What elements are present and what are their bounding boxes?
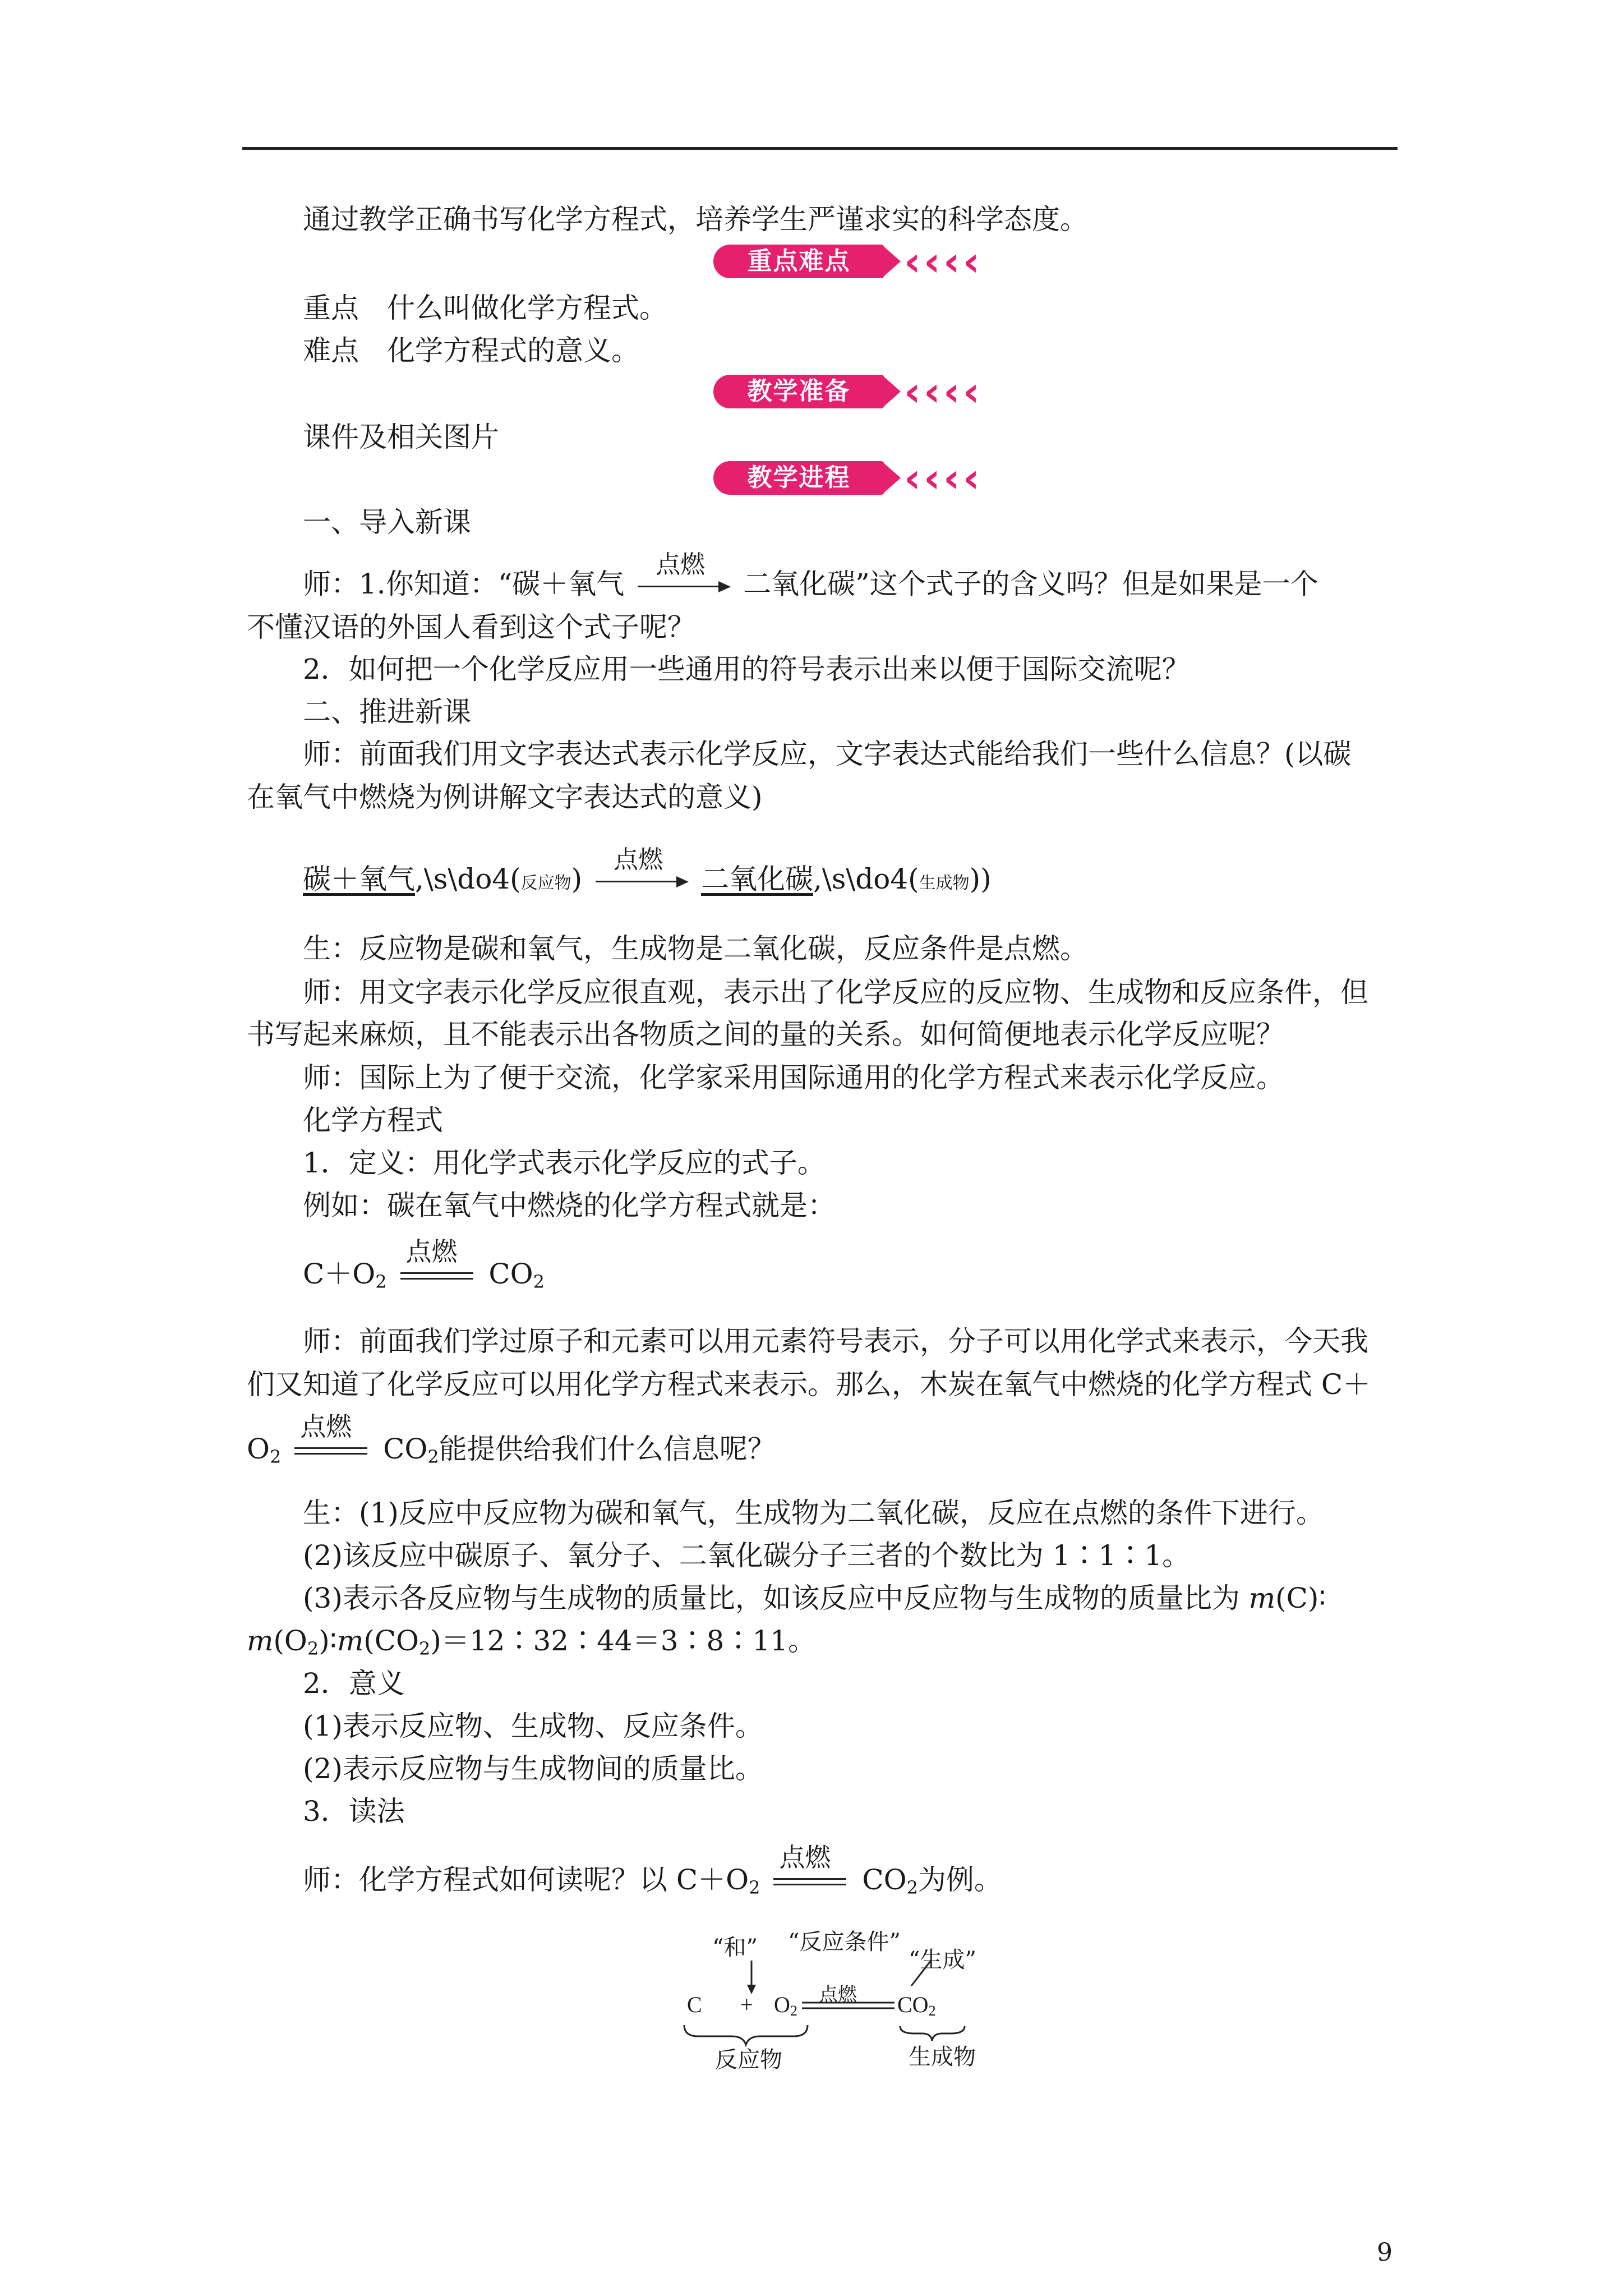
- equals-bar: [294, 1447, 367, 1449]
- text-segment: (C)∶: [1275, 1582, 1326, 1614]
- section-heading: 3．读法: [303, 1795, 405, 1828]
- text-segment: C＋O: [303, 1258, 376, 1290]
- arrow-shaft: [596, 881, 680, 882]
- text-segment: ,\s\do4(: [415, 863, 521, 895]
- products-label: 生成物: [919, 873, 970, 893]
- text-segment: 师：1.你知道：“碳＋氧气: [303, 568, 625, 600]
- chevron-left-icon: ‹: [924, 238, 940, 285]
- text-segment: (O: [273, 1625, 307, 1657]
- paragraph-line: [247, 1623, 816, 1666]
- objective-text: 通过教学正确书写化学方程式，培养学生严谨求实的科学态度。: [303, 203, 1088, 236]
- text-segment: 为例。: [917, 1864, 1002, 1896]
- paragraph-line: 师：前面我们学过原子和元素可以用元素符号表示，分子可以用化学式来表示，今天我: [303, 1325, 1368, 1358]
- condition-label: 点燃: [300, 1411, 352, 1442]
- subscript: 2: [906, 1877, 918, 1898]
- chevron-left-icon: ‹: [943, 454, 960, 501]
- header-rule: [242, 147, 1398, 150]
- chevron-left-icon: ‹: [924, 368, 940, 415]
- label-produce: “生成”: [909, 1947, 976, 1973]
- paragraph-line: 师：国际上为了便于交流，化学家采用国际通用的化学方程式来表示化学反应。: [303, 1061, 1284, 1094]
- key-point-text: 重点 什么叫做化学方程式。: [303, 292, 667, 324]
- equals-sign: [396, 1236, 480, 1291]
- paragraph-line: 例如：碳在氧气中燃烧的化学方程式就是：: [303, 1189, 836, 1222]
- text-segment: ): [571, 863, 583, 895]
- formula-plus: +: [740, 1992, 753, 2017]
- paragraph-line: 生：(1)反应中反应物为碳和氧气，生成物为二氧化碳，反应在点燃的条件下进行。: [303, 1497, 1324, 1529]
- chevron-left-icon: ‹: [904, 454, 921, 501]
- equals-bar: [294, 1453, 367, 1455]
- banner-tip: [882, 375, 901, 408]
- chevron-left-icon: ‹: [924, 454, 940, 501]
- subscript: 2: [419, 1638, 431, 1659]
- subscript: 2: [749, 1877, 760, 1898]
- reactants-label: 反应物: [520, 873, 571, 893]
- chevron-left-icon: ‹: [904, 238, 921, 285]
- text-segment: CO: [862, 1864, 907, 1896]
- arrow-head-icon: [676, 876, 689, 887]
- text-segment: )∶: [319, 1625, 337, 1657]
- banner-preparation-label: 教学准备: [713, 375, 884, 408]
- paragraph-line: 师：前面我们用文字表达式表示化学反应，文字表达式能给我们一些什么信息？(以碳: [303, 738, 1352, 770]
- reading-diagram: [673, 1918, 1021, 2087]
- arrow-shaft: [638, 586, 722, 587]
- reaction-arrow: [633, 550, 734, 601]
- diagram-condition: 点燃: [819, 1984, 857, 2006]
- equals-sign: [769, 1842, 853, 1897]
- paragraph-line: 2．如何把一个化学反应用一些通用的符号表示出来以便于国际交流呢？: [303, 653, 1190, 685]
- preparation-text: 课件及相关图片: [303, 421, 499, 453]
- text-segment: 能提供给我们什么信息呢？: [439, 1433, 776, 1465]
- condition-label: 点燃: [779, 1842, 831, 1872]
- equals-bar: [400, 1278, 473, 1280]
- text-segment: (3)表示各反应物与生成物的质量比，如该反应中反应物与生成物的质量比为: [303, 1582, 1240, 1614]
- reaction-arrow: [591, 845, 692, 896]
- label-products: 生成物: [909, 2044, 976, 2070]
- text-segment: ,\s\do4(: [813, 863, 919, 895]
- paragraph-line: [303, 1581, 1326, 1616]
- chevron-left-icon: ‹: [943, 368, 960, 415]
- subscript: 2: [307, 1638, 319, 1659]
- section-heading: 二、推进新课: [303, 696, 471, 728]
- page-number: 9: [1377, 2238, 1393, 2267]
- text-segment: )): [969, 863, 992, 895]
- banner-process: [713, 454, 983, 501]
- paragraph-line: [303, 1842, 1002, 1905]
- chevron-left-icon: ‹: [904, 368, 921, 415]
- paragraph-line: (1)表示反应物、生成物、反应条件。: [303, 1710, 763, 1742]
- paragraph-line: 们又知道了化学反应可以用化学方程式来表示。那么，木炭在氧气中燃烧的化学方程式 C＋: [247, 1368, 1371, 1401]
- text-segment: O: [247, 1433, 270, 1465]
- equals-sign: [290, 1411, 374, 1466]
- banner-key-points: [713, 238, 983, 285]
- subscript: 2: [375, 1271, 387, 1292]
- formula-o: O: [774, 1992, 790, 2017]
- section-heading: 一、导入新课: [303, 506, 471, 539]
- banner-key-points-label: 重点难点: [713, 245, 884, 278]
- products-text: 二氧化碳: [701, 863, 813, 895]
- chevron-left-icon: ‹: [963, 238, 980, 285]
- subscript: 2: [427, 1446, 439, 1467]
- formula-c: C: [687, 1992, 702, 2017]
- difficulty-text: 难点 化学方程式的意义。: [303, 334, 639, 367]
- paragraph-line: 不懂汉语的外国人看到这个式子呢？: [247, 611, 695, 643]
- arrow-head-icon: [718, 581, 731, 592]
- chevron-left-icon: ‹: [963, 454, 980, 501]
- chevron-left-icon: ‹: [943, 238, 960, 285]
- formula-co: CO: [897, 1992, 929, 2017]
- paragraph-line: 1．定义：用化学式表示化学反应的式子。: [303, 1147, 826, 1179]
- paragraph-line: 书写起来麻烦，且不能表示出各物质之间的量的关系。如何简便地表示化学反应呢？: [247, 1018, 1284, 1051]
- mass-symbol: m: [1248, 1582, 1276, 1614]
- mass-symbol: m: [247, 1625, 274, 1657]
- formula-o2: [774, 1991, 797, 2019]
- subscript: 2: [928, 2003, 936, 2019]
- chemical-equation: [303, 1236, 545, 1299]
- section-heading: 化学方程式: [303, 1104, 443, 1137]
- paragraph-line: [303, 550, 1318, 601]
- paragraph-line: (2)表示反应物与生成物间的质量比。: [303, 1752, 763, 1785]
- chemical-equation: [247, 1411, 776, 1474]
- text-segment: 师：化学方程式如何读呢？以 C＋O: [303, 1864, 749, 1896]
- paragraph-line: (2)该反应中碳原子、氧分子、二氧化碳分子三者的个数比为 1∶1∶1。: [303, 1539, 1191, 1572]
- text-segment: )＝12∶32∶44＝3∶8∶11。: [430, 1625, 816, 1657]
- condition-label: 点燃: [656, 550, 706, 579]
- text-segment: CO: [383, 1433, 428, 1465]
- banner-tip: [882, 245, 901, 278]
- text-segment: (CO: [363, 1625, 419, 1657]
- equals-bar: [400, 1272, 473, 1274]
- section-heading: 2．意义: [303, 1667, 405, 1700]
- paragraph-line: 在氧气中燃烧为例讲解文字表达式的意义): [247, 781, 763, 813]
- subscript: 2: [790, 2003, 797, 2019]
- paragraph-line: 师：用文字表示化学反应很直观，表示出了化学反应的反应物、生成物和反应条件，但: [303, 976, 1368, 1009]
- label-condition: “反应条件”: [788, 1929, 901, 1955]
- banner-preparation: [713, 368, 983, 415]
- condition-label: 点燃: [405, 1236, 458, 1267]
- word-equation: [303, 845, 992, 901]
- chevron-left-icon: ‹: [963, 368, 980, 415]
- equals-bar: [773, 1884, 846, 1885]
- subscript: 2: [533, 1271, 545, 1292]
- mass-symbol: m: [336, 1625, 364, 1657]
- formula-co2: [897, 1991, 936, 2019]
- label-reactants: 反应物: [715, 2047, 782, 2073]
- reactants-text: 碳＋氧气: [303, 863, 415, 895]
- paragraph-line: 生：反应物是碳和氧气，生成物是二氧化碳，反应条件是点燃。: [303, 932, 1088, 965]
- text-segment: CO: [488, 1258, 533, 1290]
- label-and: “和”: [712, 1935, 758, 1961]
- condition-label: 点燃: [614, 845, 663, 874]
- equals-bar: [773, 1878, 846, 1880]
- subscript: 2: [270, 1446, 282, 1467]
- banner-tip: [882, 461, 901, 495]
- text-segment: 二氧化碳”这个式子的含义吗？但是如果是一个: [743, 568, 1318, 600]
- banner-process-label: 教学进程: [713, 461, 884, 495]
